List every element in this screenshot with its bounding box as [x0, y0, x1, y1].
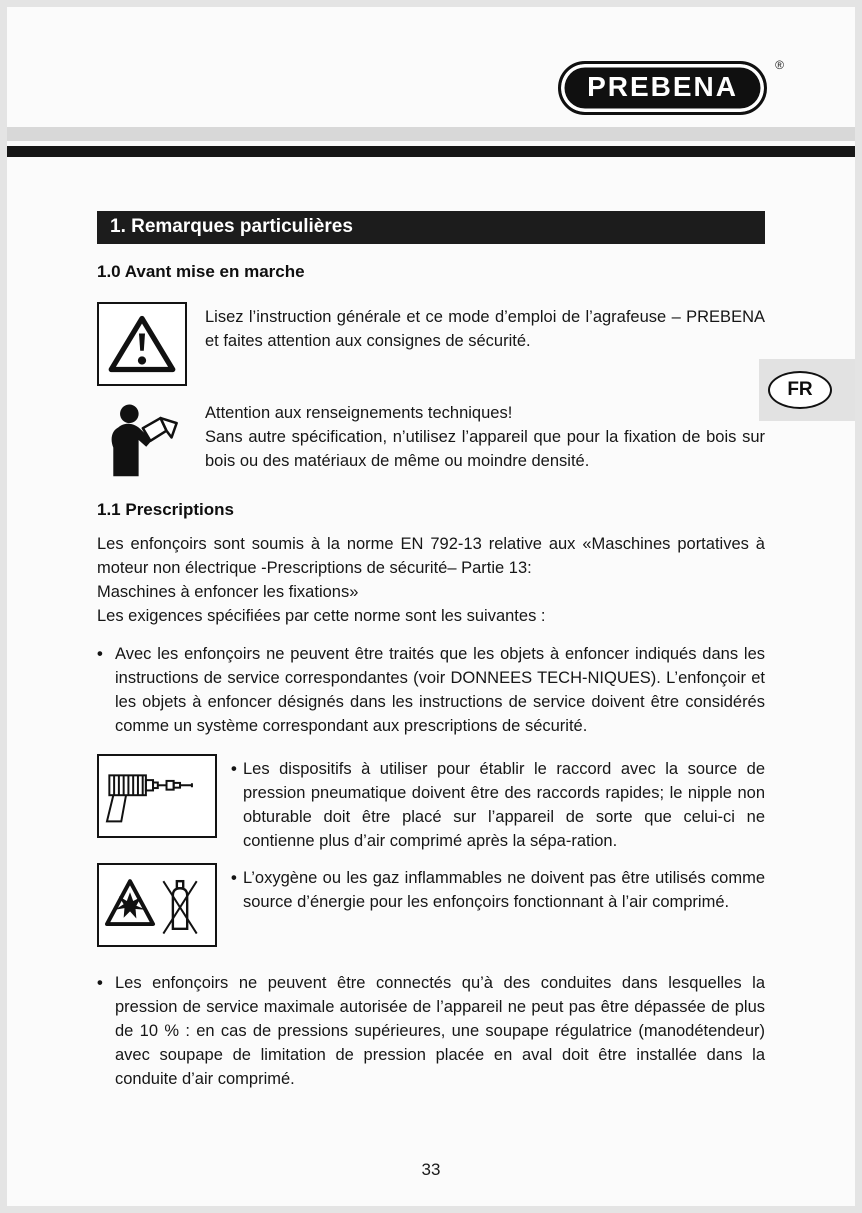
read-manual-note: [97, 398, 765, 482]
header: [7, 7, 855, 165]
bullet-marker: •: [231, 869, 237, 887]
read-manual-icon-box: [97, 398, 187, 482]
bullet-text-1: Avec les enfonçoirs ne peuvent être traités que les objets à enfoncer indiqués dans les instructions de service correspondantes (voir DONNEES TECH-NIQUES). L’enfonçoir et les objets à enfoncer désignés dans les instructions de service doivent être considérés comme un système correspondant aux prescriptions de sécurité.: [115, 645, 765, 735]
heading-1-0: 1.0 Avant mise en marche: [97, 262, 305, 281]
fr-badge: [768, 371, 832, 409]
bullet-marker: •: [97, 645, 103, 663]
section-title-bar: [97, 211, 765, 244]
bullet-text-2: Les dispositifs à utiliser pour établir le raccord avec la source de pression pneumatique doivent être des raccords rapides; le nipple non obturable doit être placé sur l’appareil de sorte que celui-ci ne contienne plus d’air comprimé après la sépa-ration.: [243, 760, 765, 850]
read-manual-icon: [104, 402, 180, 478]
air-tool-note: [97, 754, 765, 853]
page-number: 33: [421, 1160, 441, 1179]
prebena-logo: [558, 58, 784, 115]
read-manual-note-text: [205, 398, 765, 473]
heading-1-1: 1.1 Prescriptions: [97, 500, 235, 519]
warning-note-text: Lisez l’instruction générale et ce mode d’emploi de l’agrafeuse – PREBENA et faites attention aux consignes de sécurité.: [205, 308, 765, 350]
note-body: Sans autre spécification, n’utilisez l’appareil que pour la fixation de bois sur bois ou des matériaux de même ou moindre densité.: [205, 428, 765, 470]
bullet-marker: •: [97, 974, 103, 992]
air-tool-coupling-icon: [103, 762, 211, 830]
language-tab: [759, 359, 855, 421]
intro-paragraph-1: Les enfonçoirs sont soumis à la norme EN 792-13 relative aux «Maschines portatives à moteur non électrique -Prescriptions de sécurité– Partie 13:: [97, 535, 765, 577]
note-title: Attention aux renseignements techniques!: [205, 404, 513, 422]
fr-label: FR: [787, 379, 813, 400]
intro-paragraph-3: Les exigences spécifiées par cette norme sont les suivantes :: [97, 607, 546, 625]
no-flammable-gas-note: [97, 863, 765, 947]
warning-note-icon-box: [97, 302, 187, 386]
air-tool-icon-box: [97, 754, 217, 838]
intro-paragraph-2: Maschines à enfoncer les fixations»: [97, 583, 359, 601]
prebena-logo-pill: PREBENA: [558, 61, 767, 115]
warning-triangle-icon: [106, 311, 178, 377]
bullet-text-3: L’oxygène ou les gaz inflammables ne doivent pas être utilisés comme source d’énergie pour les enfonçoirs fonctionnant à l’air comprimé.: [243, 869, 765, 911]
no-flammable-gas-icon: [103, 871, 211, 939]
bullet-text-4: Les enfonçoirs ne peuvent être connectés qu’à des conduites dans lesquelles la pression de service maximale autorisée de l’appareil ne peut pas être dépassée de plus de 10 % : en cas de pressions supérieures, une soupape régulatrice (manodétendeur) avec soupape de limitation de pression placée en aval doit être installée dans la conduite d’air comprimé.: [115, 974, 765, 1088]
divider-gray: [0, 127, 862, 141]
page-content: [7, 211, 855, 1091]
bullet-marker: •: [231, 760, 237, 778]
bullet-item-1: [97, 642, 765, 738]
registered-mark: ®: [775, 58, 784, 72]
section-title: 1. Remarques particulières: [110, 216, 353, 237]
no-flammable-gas-icon-box: [97, 863, 217, 947]
warning-note: [97, 302, 765, 386]
bullet-item-4: [97, 971, 765, 1091]
divider-black: [0, 146, 862, 157]
